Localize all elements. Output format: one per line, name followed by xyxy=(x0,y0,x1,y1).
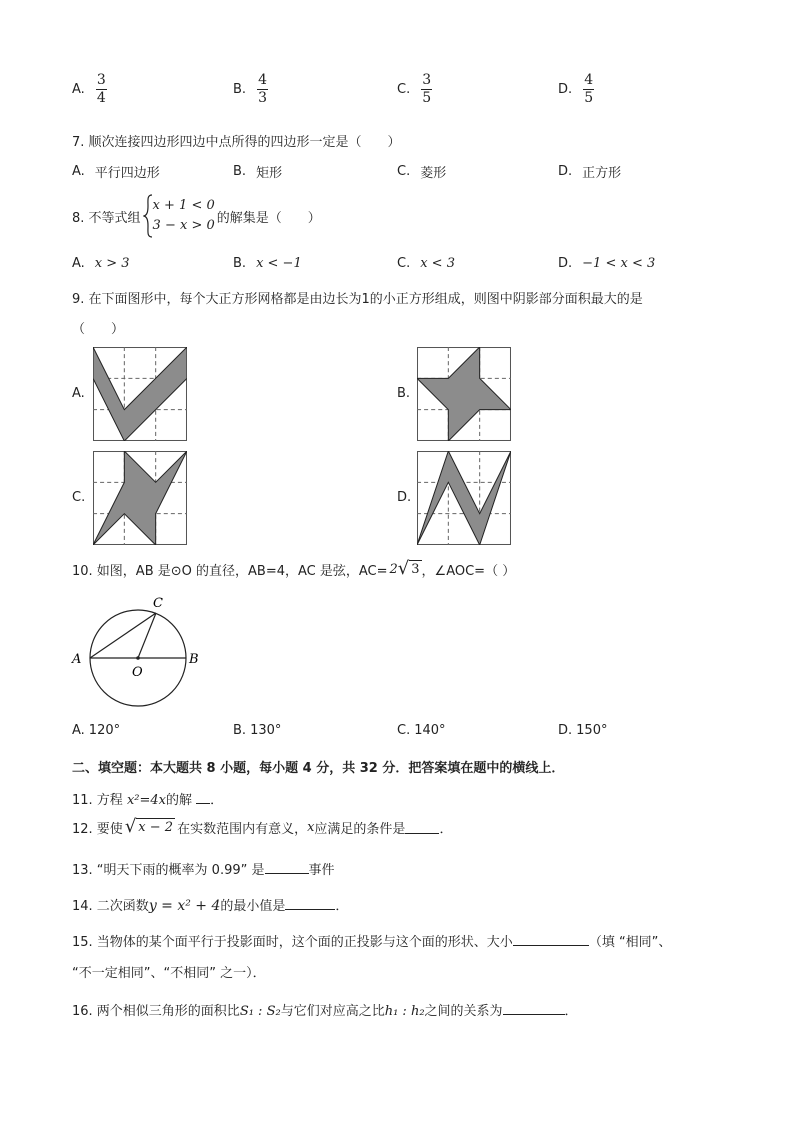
q8-option-b[interactable]: B. x < −1 xyxy=(233,256,302,271)
q15-line-2: “不一定相同”、“不相同” 之一）． xyxy=(72,966,266,981)
q6-option-b[interactable] xyxy=(233,72,269,107)
q8-option-a[interactable]: A. x > 3 xyxy=(72,256,130,271)
chord-ac xyxy=(90,613,156,658)
q8-option-c[interactable]: C. x < 3 xyxy=(397,256,455,271)
variable-x: x xyxy=(307,820,315,835)
ac-coefficient: 2 xyxy=(389,562,398,577)
point-b-label: B xyxy=(189,652,199,667)
q9-option-c-label[interactable]: C. xyxy=(72,490,86,505)
answer-blank-15[interactable] xyxy=(513,933,589,946)
answer-blank-12[interactable] xyxy=(405,821,439,834)
q11-equation: x²=4x xyxy=(126,793,166,808)
q9-option-a-label[interactable]: A. xyxy=(72,386,85,401)
q10-option-b[interactable]: B. 130° xyxy=(233,723,282,738)
shaded-region xyxy=(93,347,187,441)
q8-option-d[interactable]: D. −1 < x < 3 xyxy=(558,256,656,271)
q16: 16. 两个相似三角形的面积比S₁ : S₂与它们对应高之比h₁ : h₂之间的关系为 ． xyxy=(72,1004,578,1019)
height-ratio: h₁ : h₂ xyxy=(384,1004,425,1019)
q9-stem-paren: （ ） xyxy=(72,322,125,337)
q8-stem xyxy=(72,194,321,238)
inequality-line-2: 3 − x > 0 xyxy=(152,218,215,233)
q14: 14. 二次函数y = x² + 4的最小值是 ． xyxy=(72,898,349,914)
sqrt-x-minus-2: √ x − 2 xyxy=(124,816,174,837)
answer-blank-13[interactable] xyxy=(265,861,309,874)
q10-circle-figure xyxy=(66,590,216,720)
q6-options xyxy=(0,72,794,112)
q12: 12. 要使 √ x − 2 在实数范围内有意义， x 应满足的条件是 ． xyxy=(72,816,453,837)
answer-blank-11[interactable] xyxy=(196,791,210,804)
q9-figure-a[interactable] xyxy=(93,347,187,441)
answer-blank-16[interactable] xyxy=(503,1002,565,1015)
q6-option-c[interactable] xyxy=(397,72,433,107)
q9-figure-b[interactable] xyxy=(417,347,511,441)
q9-option-d-label[interactable]: D. xyxy=(397,490,412,505)
option-label: B. xyxy=(233,82,247,97)
q9-stem: 9. 在下面图形中，每个大正方形网格都是由边长为1的小正方形组成，则图中阴影部分面积最大的是 xyxy=(72,292,643,307)
q7-option-c[interactable]: C. 菱形 xyxy=(397,164,447,181)
area-ratio: S₁ : S₂ xyxy=(239,1004,281,1019)
inequality-line-1: x + 1 < 0 xyxy=(152,198,215,213)
q11: 11. 方程 x²=4x的解 ． xyxy=(72,793,224,808)
q8-prefix: 8. 不等式组 xyxy=(72,210,141,226)
q10-option-d[interactable]: D. 150° xyxy=(558,723,608,738)
q9-option-b-label[interactable]: B. xyxy=(397,386,411,401)
point-c-label: C xyxy=(153,596,163,611)
option-label: D. xyxy=(558,82,573,97)
q7-option-d[interactable]: D. 正方形 xyxy=(558,164,622,181)
q10-option-a[interactable]: A. 120° xyxy=(72,723,121,738)
answer-blank-14[interactable] xyxy=(285,897,335,910)
q6-option-d[interactable] xyxy=(558,72,595,107)
q9-figure-c[interactable] xyxy=(93,451,187,545)
q7-option-b[interactable]: B. 矩形 xyxy=(233,164,283,181)
shaded-region xyxy=(417,451,511,545)
point-o-label: O xyxy=(132,665,143,680)
q8-suffix: 的解集是（ ） xyxy=(216,210,321,226)
q6-option-a[interactable] xyxy=(72,72,108,107)
q15: 15. 当物体的某个面平行于投影面时，这个面的正投影与这个面的形状、大小 （填 “相同”、 xyxy=(72,935,672,950)
sqrt-3: √ 3 xyxy=(397,558,420,579)
q7-option-a[interactable]: A. 平行四边形 xyxy=(72,164,160,181)
q13: 13. “明天下雨的概率为 0.99” 是 事件 xyxy=(72,863,335,878)
q14-function: y = x² + 4 xyxy=(148,898,221,914)
fraction: $\frac{4}{5}$ xyxy=(584,72,594,106)
shaded-region xyxy=(93,451,187,545)
shaded-region xyxy=(417,347,511,441)
q10-option-c[interactable]: C. 140° xyxy=(397,723,446,738)
option-label: C. xyxy=(397,82,411,97)
inequality-system xyxy=(143,194,215,238)
q10-stem: 10. 如图，AB 是⊙O 的直径，AB=4，AC 是弦，AC= 2 √ 3 ，∠AOC=（ ） xyxy=(72,558,516,579)
left-brace-icon xyxy=(143,194,153,238)
fraction: $\frac{3}{4}$ xyxy=(96,72,106,106)
fraction: $\frac{4}{3}$ xyxy=(258,72,268,106)
fraction: $\frac{3}{5}$ xyxy=(422,72,432,106)
q9-figure-d[interactable] xyxy=(417,451,511,545)
center-point xyxy=(136,656,140,660)
point-a-label: A xyxy=(72,652,82,667)
section-2-heading: 二、填空题：本大题共 8 小题，每小题 4 分，共 32 分．把答案填在题中的横线上． xyxy=(72,761,565,776)
q7-stem: 7. 顺次连接四边形四边中点所得的四边形一定是（ ） xyxy=(72,135,401,150)
option-label: A. xyxy=(72,82,85,97)
